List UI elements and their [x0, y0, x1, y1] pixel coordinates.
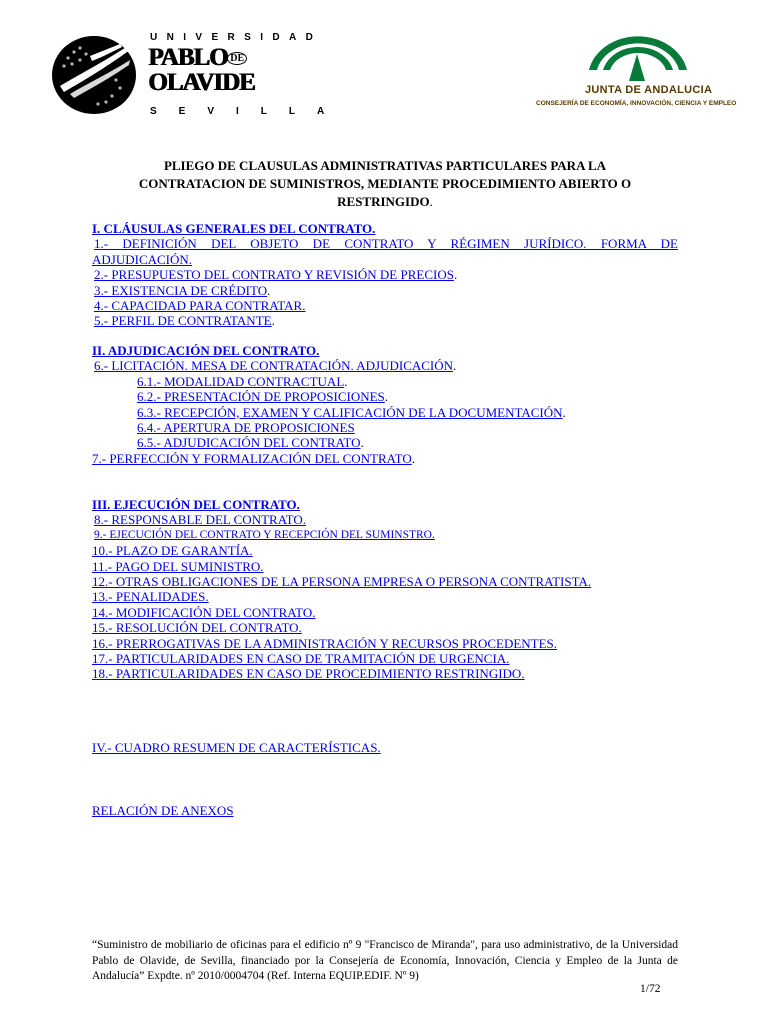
junta-name: JUNTA DE ANDALUCIA	[585, 84, 713, 96]
title-line-3-text: RESTRINGIDO	[337, 194, 430, 209]
university-name-part-2: OLAVIDE	[148, 69, 255, 97]
toc-item-6-period: .	[453, 358, 457, 374]
junta-subtitle: CONSEJERÍA DE ECONOMÍA, INNOVACIÓN, CIENCIA Y EMPLEO	[536, 100, 737, 107]
toc-item-2[interactable]: 2.- PRESUPUESTO DEL CONTRATO Y REVISIÓN DE PRECIOS	[94, 267, 454, 283]
toc-item-15[interactable]: 15.- RESOLUCIÓN DEL CONTRATO.	[92, 620, 302, 636]
toc-item-6-3-period: .	[562, 404, 566, 420]
toc-item-7-period: .	[411, 450, 415, 466]
toc-item-6-3[interactable]: 6.3.- RECEPCIÓN, EXAMEN Y CALIFICACIÓN DE LA DOCUMENTACIÓN	[137, 404, 563, 420]
toc-section-2	[92, 343, 678, 466]
toc-heading-ejecucion[interactable]: III. EJECUCIÓN DEL CONTRATO.	[92, 497, 300, 512]
title-line-1: PLIEGO DE CLAUSULAS ADMINISTRATIVAS PARTICULARES PARA LA	[163, 158, 607, 173]
toc-item-17[interactable]: 17.- PARTICULARIDADES EN CASO DE TRAMITACIÓN DE URGENCIA.	[92, 651, 510, 667]
toc-item-16[interactable]: 16.- PRERROGATIVAS DE LA ADMINISTRACIÓN Y RECURSOS PROCEDENTES.	[92, 635, 558, 651]
junta-emblem-icon	[583, 26, 693, 82]
toc-item-6-5[interactable]: 6.5.- ADJUDICACIÓN DEL CONTRATO	[137, 435, 361, 451]
toc-item-14[interactable]: 14.- MODIFICACIÓN DEL CONTRATO.	[92, 604, 316, 620]
toc-item-6-2-period: .	[384, 389, 389, 405]
toc-item-6-5-period: .	[360, 435, 364, 451]
university-top-text: UNIVERSIDAD	[150, 32, 323, 43]
university-city: SEVILLA	[150, 106, 347, 117]
title-line-2: CONTRATACION DE SUMINISTROS, MEDIANTE PROCEDIMIENTO ABIERTO O	[138, 176, 632, 191]
toc-item-9[interactable]: 9.- EJECUCIÓN DEL CONTRATO Y RECEPCIÓN DEL SUMINSTRO.	[94, 528, 435, 541]
toc-item-5[interactable]: 5.- PERFIL DE CONTRATANTE	[94, 313, 272, 329]
toc-heading-adjudicacion[interactable]: II. ADJUDICACIÓN DEL CONTRATO.	[92, 343, 320, 358]
toc-item-5-period: .	[271, 313, 275, 329]
toc-item-11[interactable]: 11.- PAGO DEL SUMINISTRO.	[92, 558, 264, 574]
toc-item-13[interactable]: 13.- PENALIDADES.	[92, 589, 209, 605]
toc-item-6-4[interactable]: 6.4.- APERTURA DE PROPOSICIONES	[137, 420, 355, 436]
document-title	[92, 157, 678, 211]
junta-logo	[533, 26, 743, 116]
toc-item-3[interactable]: 3.- EXISTENCIA DE CRÉDITO	[94, 282, 268, 298]
toc-section-1	[92, 221, 678, 329]
university-logo	[50, 30, 347, 120]
university-de: DE	[227, 52, 247, 65]
toc-item-1-continued[interactable]: ADJUDICACIÓN.	[92, 251, 193, 267]
toc-item-8[interactable]: 8.- RESPONSABLE DEL CONTRATO.	[94, 512, 306, 528]
toc-item-4[interactable]: 4.- CAPACIDAD PARA CONTRATAR.	[94, 298, 306, 314]
university-name	[148, 46, 254, 95]
toc-item-7[interactable]: 7.- PERFECCIÓN Y FORMALIZACIÓN DEL CONTRATO	[92, 450, 412, 466]
title-line-3	[92, 193, 678, 211]
university-emblem-icon	[50, 34, 138, 116]
title-line-3-period: .	[429, 194, 433, 209]
toc-annexes	[92, 803, 678, 818]
toc-cuadro-resumen[interactable]: IV.- CUADRO RESUMEN DE CARACTERÍSTICAS.	[92, 740, 381, 755]
footer-description: “Suministro de mobiliario de oficinas para el edificio nº 9 "Francisco de Miranda", para uso administrativo, de la Universidad Pablo de Olavide, de Sevilla, financiado por la Consejería de Economía, Innovación, Ciencia y Empleo de la Junta de Andalucía” Expdte. nº 2010/0004704 (Ref. Interna EQUIP.EDIF. Nº 9)	[92, 939, 678, 982]
toc-section-4	[92, 740, 678, 755]
toc-item-12[interactable]: 12.- OTRAS OBLIGACIONES DE LA PERSONA EMPRESA O PERSONA CONTRATISTA.	[92, 574, 592, 590]
toc-item-18[interactable]: 18.- PARTICULARIDADES EN CASO DE PROCEDIMIENTO RESTRINGIDO.	[92, 666, 525, 682]
toc-heading-clausulas-generales[interactable]: I. CLÁUSULAS GENERALES DEL CONTRATO.	[92, 221, 376, 236]
university-name-part-1: PABLO	[148, 44, 228, 71]
toc-item-6-1-period: .	[344, 373, 348, 389]
toc-section-3	[92, 497, 678, 682]
toc-item-1[interactable]: 1.- DEFINICIÓN DEL OBJETO DE CONTRATO Y RÉGIMEN JURÍDICO. FORMA DE	[94, 236, 678, 252]
toc-item-10[interactable]: 10.- PLAZO DE GARANTÍA.	[92, 543, 253, 559]
toc-relacion-anexos[interactable]: RELACIÓN DE ANEXOS	[92, 803, 234, 818]
page-number: 1/72	[640, 983, 661, 995]
toc-item-6-1[interactable]: 6.1.- MODALIDAD CONTRACTUAL	[137, 373, 345, 389]
toc-item-6-2[interactable]: 6.2.- PRESENTACIÓN DE PROPOSICIONES	[137, 389, 385, 405]
toc-item-2-period: .	[453, 267, 458, 283]
toc-item-6[interactable]: 6.- LICITACIÓN. MESA DE CONTRATACIÓN. ADJUDICACIÓN	[94, 358, 454, 374]
toc-item-3-period: .	[267, 282, 271, 298]
